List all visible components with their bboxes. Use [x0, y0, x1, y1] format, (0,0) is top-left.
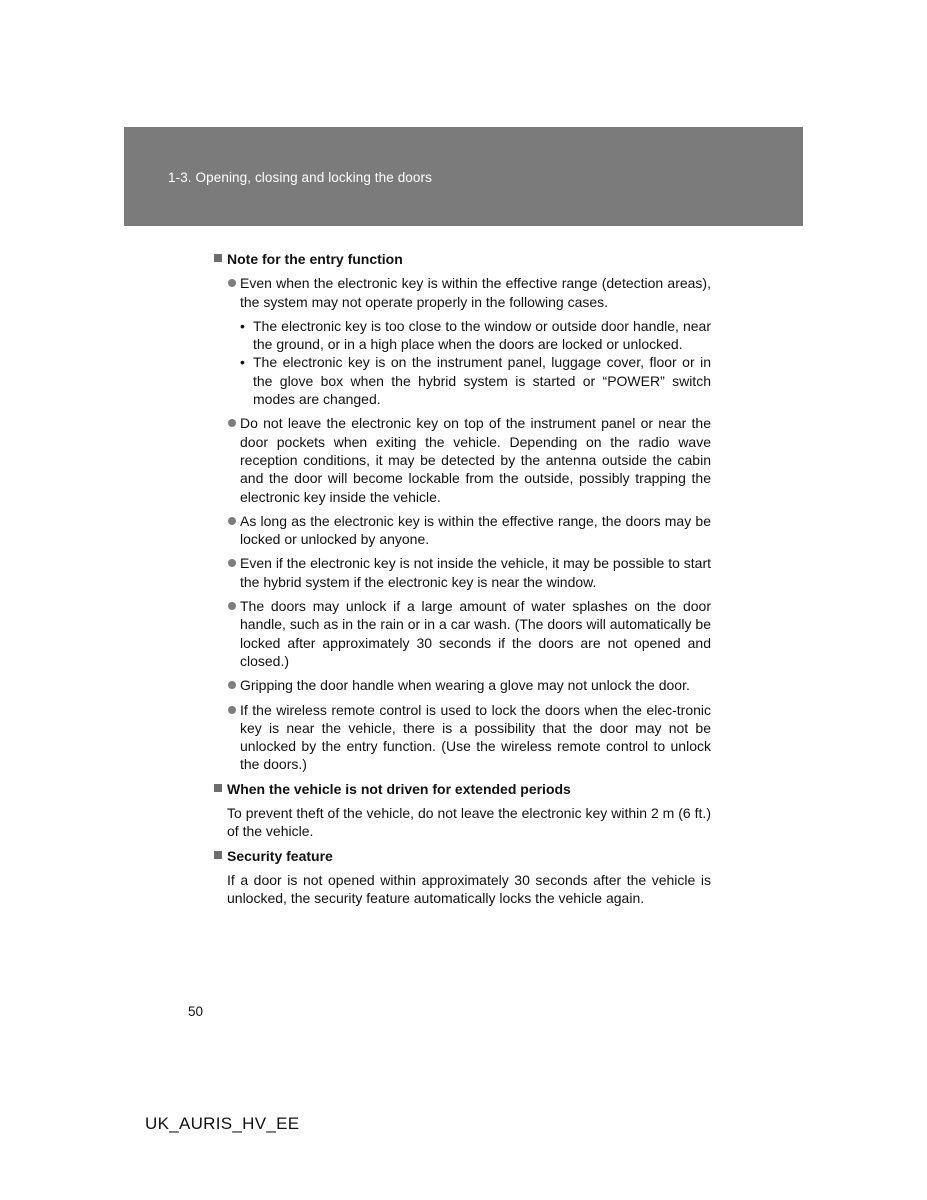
sub-list-item-text: The electronic key is on the instrument panel, luggage cover, floor or in the glove box when the hybrid system is started or “POWER” switch modes are changed. — [253, 354, 711, 408]
round-bullet-icon — [228, 279, 236, 287]
round-bullet-icon — [228, 517, 236, 525]
list-item-text: Even when the electronic key is within the effective range (detection areas), the system may not operate properly in the following cases. — [240, 275, 711, 310]
list-item — [214, 554, 711, 591]
list-item-text: The doors may unlock if a large amount of water splashes on the door handle, such as in the rain or in a car wash. (The doors will automatically be locked after approximately 30 seconds if the doors are not opened and closed.) — [240, 598, 711, 669]
list-item-text: Do not leave the electronic key on top of the instrument panel or near the door pockets when exiting the vehicle. Depending on the radio wave reception conditions, it may be detected by the antenna outside the cabin and the door will become lockable from the outside, possibly trapping the electronic key inside the vehicle. — [240, 415, 711, 505]
round-bullet-icon — [228, 419, 236, 427]
section-extended-periods — [214, 780, 711, 798]
round-bullet-icon — [228, 681, 236, 689]
sub-bullet-marker: • — [240, 354, 245, 371]
sub-list-item — [214, 353, 711, 408]
page-number: 50 — [188, 1004, 204, 1019]
list-item — [214, 701, 711, 774]
list-item — [214, 414, 711, 505]
list-item — [214, 676, 711, 694]
sub-list-item-text: The electronic key is too close to the window or outside door handle, near the ground, or in a high place when the doors are locked or unlocked. — [253, 317, 711, 353]
section-security-feature — [214, 847, 711, 865]
sub-bullet-marker: • — [240, 317, 245, 334]
list-item-text: As long as the electronic key is within the effective range, the doors may be locked or unlocked by anyone. — [240, 512, 711, 548]
chapter-header-band — [124, 127, 803, 226]
list-item-text: Even if the electronic key is not inside the vehicle, it may be possible to start the hybrid system if the electronic key is near the window. — [240, 555, 711, 590]
list-item — [214, 274, 711, 408]
round-bullet-icon — [228, 559, 236, 567]
round-bullet-icon — [228, 706, 236, 714]
page-content — [214, 250, 711, 914]
list-item — [214, 512, 711, 549]
list-item — [214, 597, 711, 670]
list-item-text: If the wireless remote control is used to lock the doors when the elec-tronic key is near the vehicle, there is a possibility that the door may not be unlocked by the entry function. (Use the wireless remote control to unlock the doors.) — [240, 701, 711, 773]
list-item-text: Gripping the door handle when wearing a glove may not unlock the door. — [240, 677, 690, 694]
square-bullet-icon — [214, 784, 222, 792]
square-bullet-icon — [214, 254, 222, 262]
section-title: When the vehicle is not driven for extended periods — [227, 780, 571, 797]
sub-list-item — [214, 317, 711, 354]
section-title: Security feature — [227, 847, 333, 864]
section-entry-function — [214, 250, 711, 268]
chapter-title: 1-3. Opening, closing and locking the doors — [168, 170, 432, 185]
square-bullet-icon — [214, 851, 222, 859]
round-bullet-icon — [228, 602, 236, 610]
section-paragraph: To prevent theft of the vehicle, do not leave the electronic key within 2 m (6 ft.) of the vehicle. — [227, 805, 711, 840]
document-code: UK_AURIS_HV_EE — [145, 1114, 300, 1133]
section-title: Note for the entry function — [227, 251, 403, 267]
section-paragraph: If a door is not opened within approximately 30 seconds after the vehicle is unlocked, the security feature automatically locks the vehicle again. — [227, 871, 711, 907]
